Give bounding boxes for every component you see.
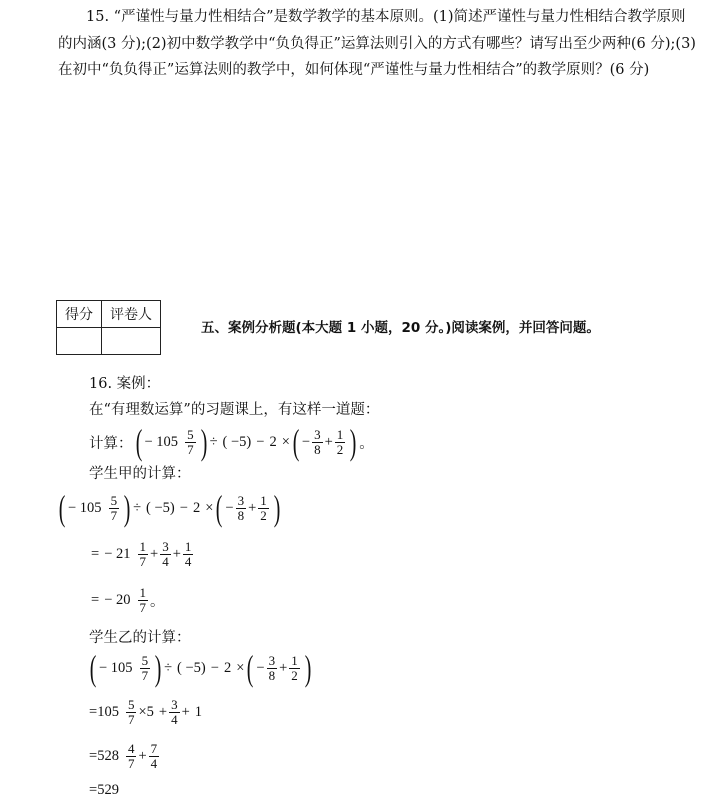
fraction: $\frac{3}{8}$ bbox=[237, 492, 245, 523]
grader-cell[interactable] bbox=[102, 328, 161, 355]
score-header: 得分 bbox=[57, 301, 102, 328]
fraction: $\frac{3}{4}$ bbox=[171, 697, 178, 727]
student-a-label: 学生甲的计算： bbox=[89, 466, 191, 482]
question-15: 15. “严谨性与量力性相结合”是数学教学的基本原则。(1)简述严谨性与量力性相结合教学原则的内涵(3 分);(2)初中数学教学中“负负得正”运算法则引入的方式有哪些？请写出至少两种(6 分);(3)在初中“负负得正”运算法则的教学中，如何体现“严谨性与量力性相结合”的教学原则？(6 分) bbox=[58, 9, 696, 78]
student-b-line-2: = 105 $\frac{5}{7}$ × 5 + $\frac{3}{4}$ + 1 bbox=[89, 697, 202, 727]
problem-expression: ( − 105 $\frac{5}{7}$ ) ÷ ( −5) − 2 × ( − $\frac{3}{8}$ + $\frac{1}{2}$ ) 。 bbox=[135, 422, 374, 462]
student-a-line-3: = − 20 $\frac{1}{7}$ 。 bbox=[91, 585, 165, 615]
fraction: $\frac{7}{4}$ bbox=[150, 741, 158, 771]
fraction: $\frac{1}{7}$ bbox=[139, 539, 146, 569]
student-b-line-4: = 529 bbox=[89, 782, 119, 798]
fraction: $\frac{1}{7}$ bbox=[139, 585, 146, 615]
fraction: $\frac{3}{8}$ bbox=[268, 652, 276, 683]
fraction: $\frac{3}{4}$ bbox=[162, 539, 169, 569]
fraction: $\frac{1}{4}$ bbox=[184, 539, 192, 569]
student-b-label: 学生乙的计算： bbox=[89, 630, 191, 646]
grader-header: 评卷人 bbox=[102, 301, 161, 328]
fraction: $\frac{5}{7}$ bbox=[110, 492, 118, 523]
question-16-label: 16. 案例： bbox=[89, 376, 161, 392]
section-5-title: 五、案例分析题(本大题 1 小题，20 分。)阅读案例，并回答问题。 bbox=[201, 320, 600, 336]
problem-line bbox=[89, 424, 374, 460]
calc-label: 计算： bbox=[89, 435, 133, 452]
score-table bbox=[56, 300, 161, 355]
fraction: $\frac{1}{2}$ bbox=[291, 652, 298, 683]
student-a-line-1: ( − 105 $\frac{5}{7}$ ) ÷ ( −5) − 2 × ( − $\frac{3}{8}$ + $\frac{1}{2}$ ) bbox=[58, 488, 281, 528]
student-b-line-3: = 528 $\frac{4}{7}$ + $\frac{7}{4}$ bbox=[89, 741, 158, 771]
student-b-line-1: ( − 105 $\frac{5}{7}$ ) ÷ ( −5) − 2 × ( − $\frac{3}{8}$ + $\frac{1}{2}$ ) bbox=[89, 648, 312, 688]
score-cell[interactable] bbox=[57, 328, 102, 355]
student-a-line-2: = − 21 $\frac{1}{7}$ + $\frac{3}{4}$ + $\frac{1}{4}$ bbox=[91, 539, 192, 569]
fraction: $\frac{3}{8}$ bbox=[314, 426, 321, 457]
question-16-intro: 在“有理数运算”的习题课上，有这样一道题： bbox=[89, 402, 380, 418]
fraction: $\frac{4}{7}$ bbox=[127, 741, 135, 771]
fraction: $\frac{1}{2}$ bbox=[336, 426, 344, 457]
fraction: $\frac{1}{2}$ bbox=[260, 492, 267, 523]
fraction: $\frac{5}{7}$ bbox=[127, 697, 135, 727]
fraction: $\frac{5}{7}$ bbox=[187, 426, 194, 457]
fraction: $\frac{5}{7}$ bbox=[141, 652, 149, 683]
